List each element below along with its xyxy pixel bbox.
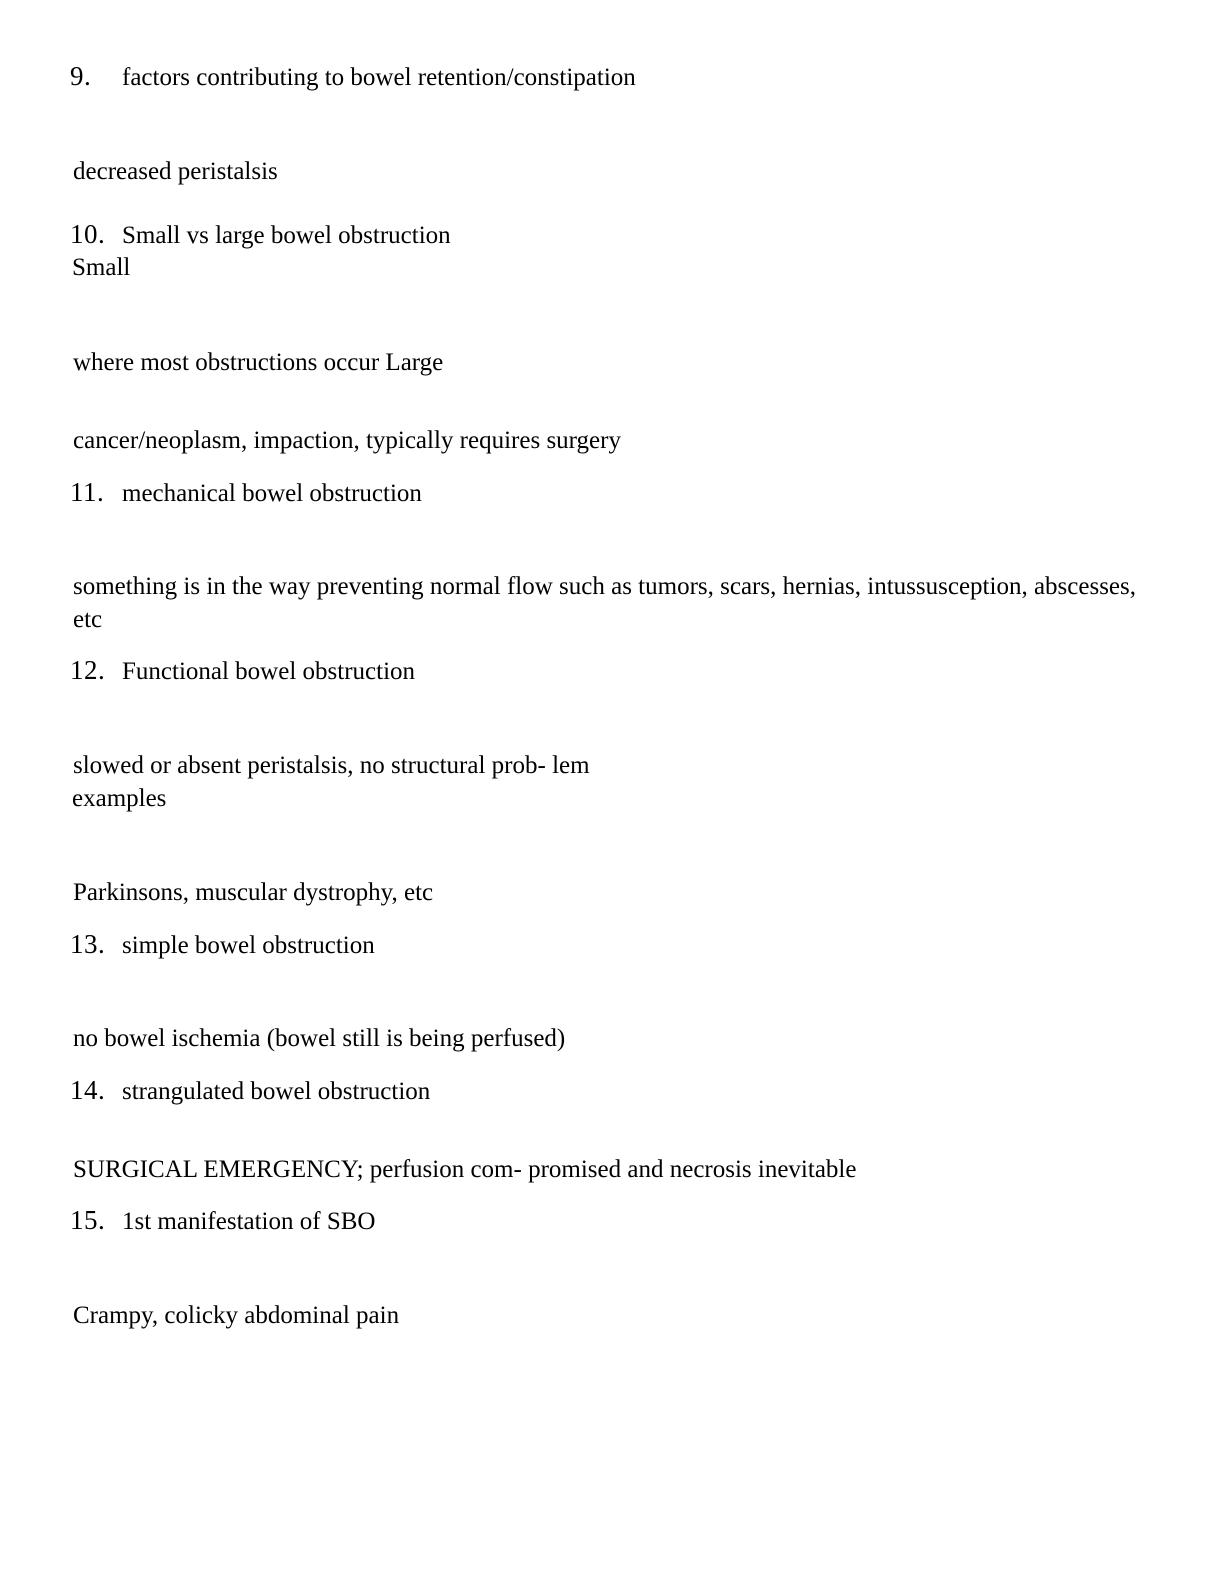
spacer xyxy=(70,636,1145,654)
spacer xyxy=(70,94,1145,156)
qa-item-13 xyxy=(70,928,1145,1056)
qa-item-9 xyxy=(70,60,1145,188)
answer-text-9: decreased peristalsis xyxy=(73,157,278,185)
question-number-10: 10. xyxy=(70,219,106,250)
question-line-13 xyxy=(70,928,1145,962)
question-number-12: 12. xyxy=(70,655,106,686)
spacer xyxy=(70,1238,1145,1300)
spacer xyxy=(70,815,1145,877)
question-number-13: 13. xyxy=(70,928,106,959)
question-line-10 xyxy=(70,218,1145,252)
answer-continuation2-12: Parkinsons, muscular dystrophy, etc xyxy=(73,879,434,906)
question-text-14: strangulated bowel obstruction xyxy=(122,1077,431,1105)
question-line-11 xyxy=(70,476,1145,510)
spacer xyxy=(70,285,1145,347)
question-line-9 xyxy=(70,60,1145,94)
answer-continuation-12: examples xyxy=(72,784,167,812)
qa-item-10 xyxy=(70,218,1145,457)
spacer xyxy=(70,1108,1145,1154)
question-line-15 xyxy=(70,1204,1145,1238)
answer-text-11: something is in the way preventing normal flow such as tumors, scars, hernias, intussusception, abscesses, etc xyxy=(73,573,1137,633)
question-number-15: 15. xyxy=(70,1205,106,1235)
answer-text-15: Crampy, colicky abdominal pain xyxy=(73,1301,400,1329)
question-number-11: 11. xyxy=(70,476,105,507)
qa-item-15 xyxy=(70,1204,1145,1332)
question-line-14 xyxy=(70,1074,1145,1108)
question-text-13: simple bowel obstruction xyxy=(122,931,375,959)
question-continuation-10: Small xyxy=(72,254,131,281)
question-line-12 xyxy=(70,654,1145,688)
answer-text-13: no bowel ischemia (bowel still is being perfused) xyxy=(73,1025,566,1053)
spacer xyxy=(70,1186,1145,1204)
question-number-14: 14. xyxy=(70,1074,106,1105)
question-text-9: factors contributing to bowel retention/constipation xyxy=(122,64,636,91)
spacer xyxy=(70,188,1145,218)
answer-text-12: slowed or absent peristalsis, no structural prob- lem xyxy=(73,752,590,779)
spacer xyxy=(70,509,1145,571)
answer-text-14: SURGICAL EMERGENCY; perfusion com- promised and necrosis inevitable xyxy=(73,1155,857,1183)
spacer xyxy=(70,379,1145,425)
qa-item-14 xyxy=(70,1074,1145,1186)
spacer xyxy=(70,458,1145,476)
answer-text-10: where most obstructions occur Large xyxy=(73,348,444,376)
spacer xyxy=(70,688,1145,750)
spacer xyxy=(70,1056,1145,1074)
question-number-9: 9. xyxy=(70,61,92,91)
question-text-11: mechanical bowel obstruction xyxy=(122,479,422,507)
document-content xyxy=(70,60,1145,1332)
spacer xyxy=(70,910,1145,928)
question-text-10: Small vs large bowel obstruction xyxy=(122,222,451,250)
qa-item-12 xyxy=(70,654,1145,909)
question-text-12: Functional bowel obstruction xyxy=(122,658,416,686)
question-text-15: 1st manifestation of SBO xyxy=(122,1208,376,1235)
spacer xyxy=(70,961,1145,1023)
qa-item-11 xyxy=(70,476,1145,637)
answer-continuation-10: cancer/neoplasm, impaction, typically requires surgery xyxy=(73,427,621,454)
